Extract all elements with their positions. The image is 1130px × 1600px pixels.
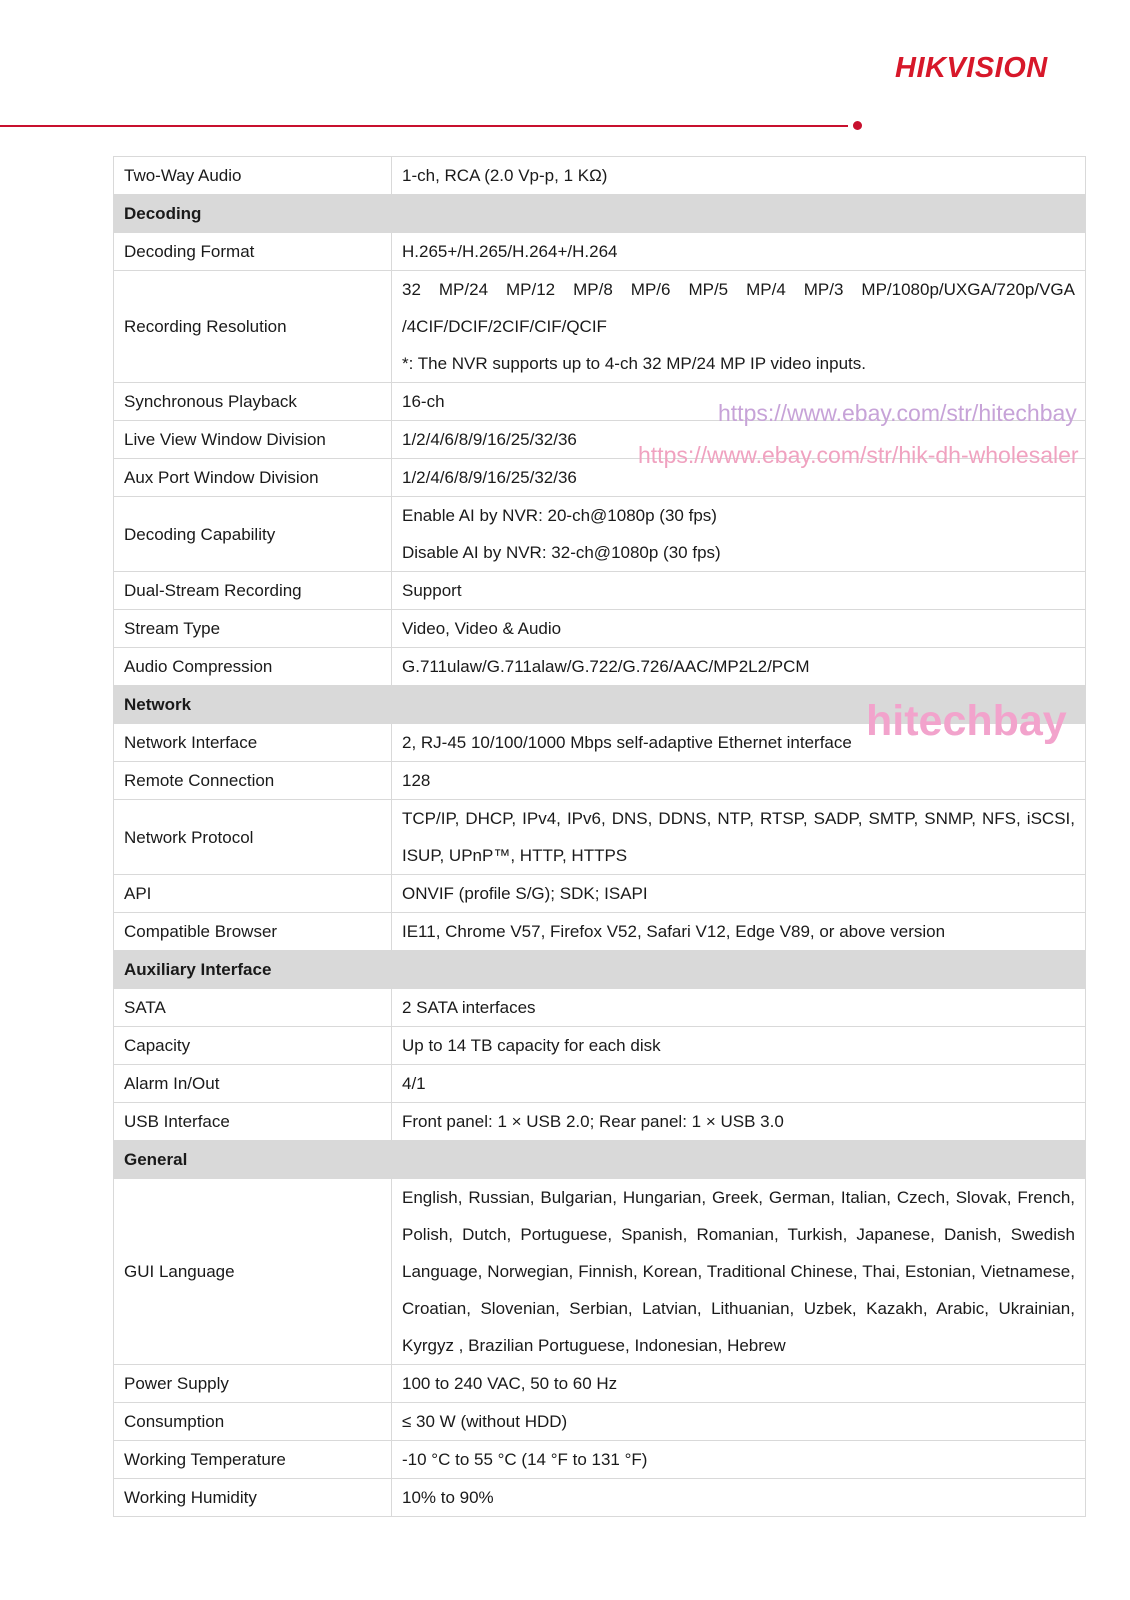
spec-value-line: TCP/IP, DHCP, IPv4, IPv6, DNS, DDNS, NTP, RTSP, SADP, SMTP, SNMP, NFS, iSCSI, ISUP, UPnP™, HTTP, HTTPS (402, 809, 1075, 865)
spec-value (392, 1103, 1086, 1141)
spec-label: Consumption (114, 1403, 392, 1441)
section-header-row (114, 195, 1086, 233)
spec-label: SATA (114, 989, 392, 1027)
spec-row (114, 800, 1086, 875)
spec-label: API (114, 875, 392, 913)
spec-row (114, 233, 1086, 271)
spec-value (392, 271, 1086, 383)
spec-value (392, 762, 1086, 800)
spec-value (392, 875, 1086, 913)
spec-row (114, 1027, 1086, 1065)
spec-value-line: Disable AI by NVR: 32-ch@1080p (30 fps) (402, 543, 721, 562)
spec-value-line: -10 °C to 55 °C (14 °F to 131 °F) (402, 1450, 648, 1469)
spec-value-line: 4/1 (402, 1074, 426, 1093)
spec-value (392, 1441, 1086, 1479)
spec-label: Capacity (114, 1027, 392, 1065)
spec-value-line: ONVIF (profile S/G); SDK; ISAPI (402, 884, 648, 903)
spec-value-line: 1/2/4/6/8/9/16/25/32/36 (402, 430, 577, 449)
spec-value (392, 610, 1086, 648)
spec-value-line: 32 MP/24 MP/12 MP/8 MP/6 MP/5 MP/4 MP/3 MP/1080p/UXGA/720p/VGA /4CIF/DCIF/2CIF/CIF/QCIF (402, 280, 1075, 336)
spec-value-line: 1-ch, RCA (2.0 Vp-p, 1 KΩ) (402, 166, 608, 185)
spec-label: Synchronous Playback (114, 383, 392, 421)
spec-value (392, 648, 1086, 686)
spec-label: Dual-Stream Recording (114, 572, 392, 610)
spec-label: Decoding Capability (114, 497, 392, 572)
spec-value-line: Enable AI by NVR: 20-ch@1080p (30 fps) (402, 506, 717, 525)
spec-value (392, 1065, 1086, 1103)
spec-row (114, 1441, 1086, 1479)
spec-label: Live View Window Division (114, 421, 392, 459)
spec-value (392, 800, 1086, 875)
spec-value-line: 128 (402, 771, 431, 790)
spec-row (114, 1103, 1086, 1141)
spec-label: USB Interface (114, 1103, 392, 1141)
spec-value-line: 1/2/4/6/8/9/16/25/32/36 (402, 468, 577, 487)
spec-row (114, 1403, 1086, 1441)
spec-value-line: G.711ulaw/G.711alaw/G.722/G.726/AAC/MP2L2/PCM (402, 657, 810, 676)
spec-table-body (114, 157, 1086, 1517)
section-title: Auxiliary Interface (114, 951, 1086, 989)
spec-value (392, 497, 1086, 572)
spec-label: Remote Connection (114, 762, 392, 800)
spec-label: Working Humidity (114, 1479, 392, 1517)
spec-label: Decoding Format (114, 233, 392, 271)
spec-value-line: 100 to 240 VAC, 50 to 60 Hz (402, 1374, 618, 1393)
spec-row (114, 913, 1086, 951)
spec-row (114, 1179, 1086, 1365)
spec-value-line: Support (402, 581, 462, 600)
spec-label: Network Interface (114, 724, 392, 762)
section-title: General (114, 1141, 1086, 1179)
spec-row (114, 989, 1086, 1027)
spec-value (392, 157, 1086, 195)
spec-value (392, 572, 1086, 610)
spec-value-line: Front panel: 1 × USB 2.0; Rear panel: 1 × USB 3.0 (402, 1112, 784, 1131)
watermark-url-hitechbay: https://www.ebay.com/str/hitechbay (718, 400, 1077, 426)
spec-label: Compatible Browser (114, 913, 392, 951)
spec-row (114, 610, 1086, 648)
spec-label: Recording Resolution (114, 271, 392, 383)
spec-row (114, 1479, 1086, 1517)
spec-label: Alarm In/Out (114, 1065, 392, 1103)
spec-value-line: Video, Video & Audio (402, 619, 562, 638)
spec-label: Working Temperature (114, 1441, 392, 1479)
spec-row (114, 1065, 1086, 1103)
hikvision-logo: HIKVISION (895, 52, 1048, 84)
spec-value-line: 2, RJ-45 10/100/1000 Mbps self-adaptive Ethernet interface (402, 733, 852, 752)
spec-value-line: *: The NVR supports up to 4-ch 32 MP/24 MP IP video inputs. (402, 354, 866, 373)
section-header-row (114, 951, 1086, 989)
spec-value-line: English, Russian, Bulgarian, Hungarian, Greek, German, Italian, Czech, Slovak, French, Polish, Dutch, Portuguese, Spanish, Romanian, Turkish, Japanese, Danish, Swedish Language, Norwegian, Finnish, Korean, Traditional Chinese, Thai, Estonian, Vietnamese, Croatian, Slovenian, Serbian, Latvian, Lithuanian, Uzbek, Kazakh, Arabic, Ukrainian, Kyrgyz , Brazilian Portuguese, Indonesian, Hebrew (402, 1188, 1075, 1355)
spec-value-line: 10% to 90% (402, 1488, 494, 1507)
spec-label: Stream Type (114, 610, 392, 648)
spec-label: Network Protocol (114, 800, 392, 875)
spec-value-line: ≤ 30 W (without HDD) (402, 1412, 568, 1431)
watermark-hitechbay: hitechbay (866, 697, 1067, 745)
spec-value (392, 233, 1086, 271)
spec-value-line: IE11, Chrome V57, Firefox V52, Safari V12, Edge V89, or above version (402, 922, 946, 941)
section-title: Decoding (114, 195, 1086, 233)
spec-label: Audio Compression (114, 648, 392, 686)
spec-row (114, 271, 1086, 383)
header-rule (0, 125, 848, 127)
spec-value-line: 16-ch (402, 392, 445, 411)
spec-value (392, 1365, 1086, 1403)
spec-value (392, 1403, 1086, 1441)
spec-value-line: H.265+/H.265/H.264+/H.264 (402, 242, 618, 261)
spec-table (113, 156, 1086, 1517)
spec-value (392, 913, 1086, 951)
spec-value (392, 989, 1086, 1027)
spec-row (114, 762, 1086, 800)
spec-row (114, 572, 1086, 610)
spec-value-line: Up to 14 TB capacity for each disk (402, 1036, 661, 1055)
spec-row (114, 875, 1086, 913)
spec-row (114, 648, 1086, 686)
watermark-url-wholesaler: https://www.ebay.com/str/hik-dh-wholesaler (638, 442, 1079, 468)
spec-value-line: 2 SATA interfaces (402, 998, 536, 1017)
section-header-row (114, 1141, 1086, 1179)
header-rule-dot (853, 121, 862, 130)
spec-value (392, 1479, 1086, 1517)
spec-row (114, 157, 1086, 195)
spec-row (114, 1365, 1086, 1403)
spec-value (392, 1027, 1086, 1065)
spec-row (114, 497, 1086, 572)
section-title: Network (114, 686, 1086, 724)
spec-label: Two-Way Audio (114, 157, 392, 195)
spec-label: GUI Language (114, 1179, 392, 1365)
spec-value (392, 1179, 1086, 1365)
spec-label: Aux Port Window Division (114, 459, 392, 497)
spec-label: Power Supply (114, 1365, 392, 1403)
